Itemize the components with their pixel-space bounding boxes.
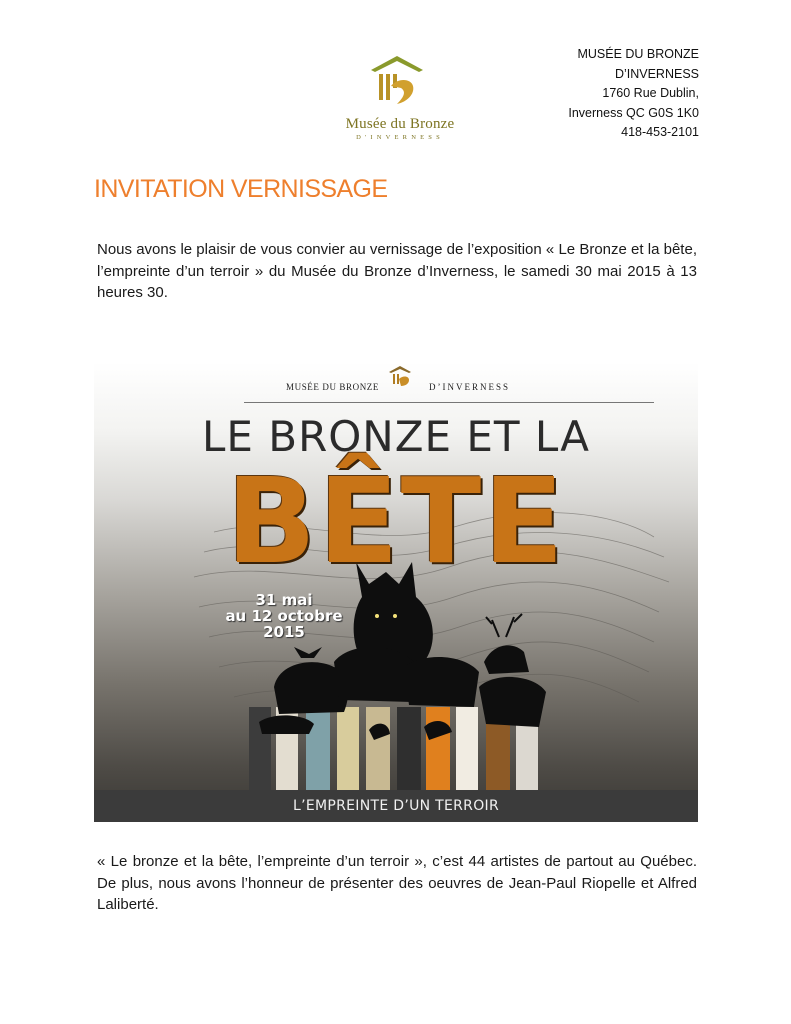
address-line-4: Inverness QC G0S 1K0 xyxy=(568,105,699,120)
address-block xyxy=(568,45,699,143)
logo-subtitle: D'INVERNESS xyxy=(356,134,444,141)
poster-title-line1: LE BRONZE ET LA xyxy=(201,412,591,461)
poster-divider xyxy=(244,402,654,403)
page-title: INVITATION VERNISSAGE xyxy=(94,175,388,203)
logo-name: Musée du Bronze xyxy=(345,116,455,132)
address-line-1: MUSÉE DU BRONZE xyxy=(577,47,699,61)
poster-date-line2: au 12 octobre xyxy=(225,607,343,625)
invitation-paragraph: Nous avons le plaisir de vous convier au vernissage de l’exposition « Le Bronze et la bête, l’empreinte d’un terroir » du Musée du Bronze d’Inverness, le samedi 30 mai 2015 à 13 heures 30. xyxy=(97,241,697,301)
poster-header-left: MUSÉE DU BRONZE xyxy=(286,382,380,392)
museum-logo xyxy=(330,52,470,152)
poster-header-right: D’INVERNESS xyxy=(429,382,511,392)
address-phone: 418-453-2101 xyxy=(621,125,699,139)
address-line-3: 1760 Rue Dublin, xyxy=(602,86,699,100)
poster-title-line2: BÊTE xyxy=(226,452,566,590)
exhibition-description: « Le bronze et la bête, l’empreinte d’un terroir », c’est 44 artistes de partout au Québec. De plus, nous avons l’honneur de présenter des oeuvres de Jean-Paul Riopelle et Alfred Laliberté. xyxy=(97,853,697,913)
poster-tagline: L’EMPREINTE D’UN TERROIR xyxy=(293,798,499,814)
address-line-2: D’INVERNESS xyxy=(614,66,699,81)
poster-date-line3: 2015 xyxy=(263,623,305,641)
museum-roof-hand-logo-icon xyxy=(367,52,427,108)
poster-dates xyxy=(204,592,364,640)
poster-date-line1: 31 mai xyxy=(255,591,313,609)
exhibition-poster xyxy=(94,362,698,822)
